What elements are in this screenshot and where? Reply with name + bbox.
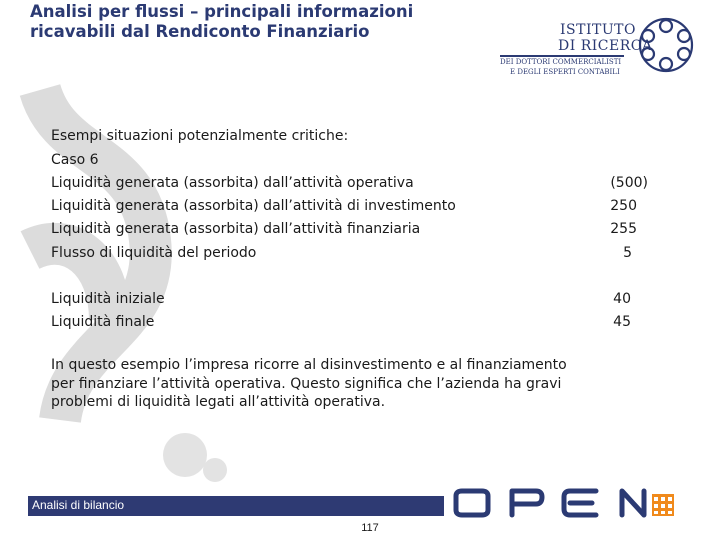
open-brand-logo [448,486,678,524]
slide-title-line2: ricavabili dal Rendiconto Finanziario [30,22,370,41]
case-label: Caso 6 [51,152,99,168]
table-row [51,195,637,217]
table-row [51,242,632,264]
row-label: Flusso di liquidità del periodo [51,245,257,261]
istituto-logo [500,12,715,82]
logo-subtext-line2: E DEGLI ESPERTI CONTABILI [510,68,620,76]
row-value: 5 [623,245,632,261]
row-label: Liquidità generata (assorbita) dall’attività finanziaria [51,221,421,237]
logo-text-line1: ISTITUTO [560,22,636,38]
footer-bar [28,496,446,516]
slide-title-line1: Analisi per flussi – principali informazioni [30,2,414,21]
logo-text-line2: DI RICERCA [558,38,653,54]
knot-emblem-icon [636,12,696,78]
table-row [51,172,648,194]
row-value: 250 [610,198,637,214]
paragraph-line: per finanziare l’attività operativa. Questo significa che l’azienda ha gravi [51,375,562,392]
table-row [51,311,631,333]
row-value: (500) [610,175,648,191]
row-label: Liquidità finale [51,314,155,330]
table-row [51,218,637,240]
row-value: 45 [613,314,631,330]
footer-label: Analisi di bilancio [32,498,125,512]
row-value: 40 [613,291,631,307]
logo-subtext-line1: DEI DOTTORI COMMERCIALISTI [500,58,622,66]
explanation-paragraph [51,356,671,412]
row-label: Liquidità generata (assorbita) dall’attività operativa [51,175,414,191]
paragraph-line: In questo esempio l’impresa ricorre al disinvestimento e al finanziamento [51,357,567,373]
paragraph-line: problemi di liquidità legati all’attività operativa. [51,394,386,410]
row-value: 255 [610,221,637,237]
intro-text: Esempi situazioni potenzialmente critiche: [51,128,349,144]
page-number: 117 [361,522,379,534]
row-label: Liquidità generata (assorbita) dall’attività di investimento [51,198,456,214]
row-label: Liquidità iniziale [51,291,165,307]
table-row [51,288,631,310]
logo-divider [500,55,624,57]
slide-title [30,2,500,42]
